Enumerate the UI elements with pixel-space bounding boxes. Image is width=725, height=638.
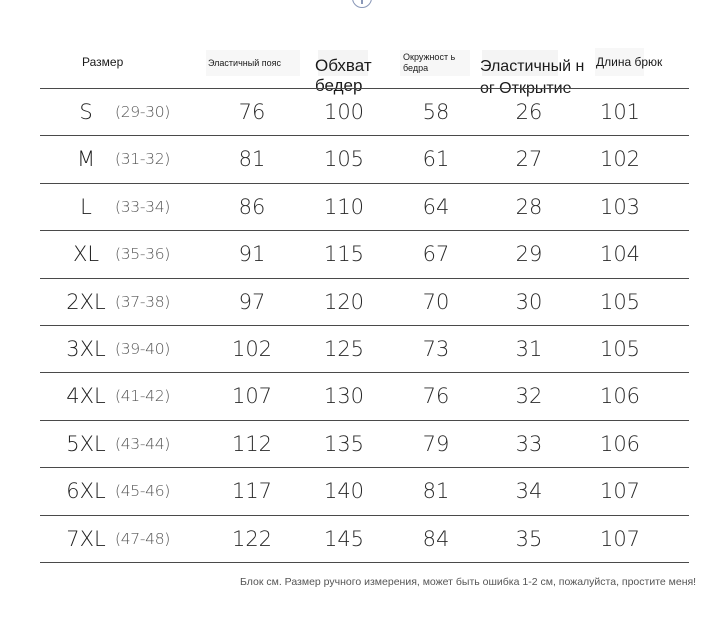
length-cell: 106	[599, 384, 641, 409]
header-leg-opening: Эластичный н ог Открытие	[480, 58, 585, 97]
length-cell: 106	[599, 431, 641, 456]
leg-opening-cell: 32	[515, 384, 543, 409]
range-cell: (39-40)	[115, 339, 171, 358]
waist-cell: 81	[238, 147, 266, 172]
size-table	[40, 88, 689, 563]
size-cell: 3XL	[66, 336, 106, 361]
table-row	[40, 372, 689, 419]
range-cell: (29-30)	[115, 103, 171, 121]
size-cell: S	[79, 100, 93, 124]
table-row	[40, 420, 689, 467]
leg-opening-cell: 34	[515, 479, 543, 504]
size-cell: XL	[72, 242, 100, 267]
range-cell: (35-36)	[115, 245, 171, 264]
hip-cell: 140	[323, 479, 365, 504]
thigh-cell: 84	[422, 526, 450, 551]
waist-cell: 91	[238, 242, 266, 267]
thigh-cell: 76	[422, 384, 450, 409]
size-cell: L	[80, 194, 92, 219]
leg-opening-cell: 30	[515, 289, 543, 314]
hip-cell: 145	[323, 526, 365, 551]
waist-cell: 122	[231, 526, 273, 551]
leg-opening-cell: 27	[515, 147, 543, 172]
length-cell: 107	[599, 479, 641, 504]
thigh-cell: 70	[422, 289, 450, 314]
table-row	[40, 230, 689, 277]
length-cell: 102	[599, 147, 641, 172]
header-hip: Обхват бедер	[315, 56, 372, 95]
length-cell: 104	[599, 242, 641, 267]
hip-cell: 105	[323, 147, 365, 172]
hip-cell: 115	[323, 242, 365, 267]
waist-cell: 117	[231, 479, 273, 504]
range-cell: (41-42)	[115, 387, 171, 406]
thigh-cell: 81	[422, 479, 450, 504]
range-cell: (31-32)	[115, 150, 171, 169]
leg-opening-cell: 35	[515, 526, 543, 551]
table-row	[40, 325, 689, 372]
thigh-cell: 73	[422, 336, 450, 361]
hip-cell: 125	[323, 336, 365, 361]
waist-cell: 86	[238, 194, 266, 219]
length-cell: 105	[599, 336, 641, 361]
leg-opening-cell: 31	[515, 336, 543, 361]
range-cell: (33-34)	[115, 197, 171, 216]
table-row	[40, 278, 689, 325]
range-cell: (47-48)	[115, 529, 171, 548]
length-cell: 105	[599, 289, 641, 314]
range-cell: (37-38)	[115, 292, 171, 311]
leg-opening-cell: 33	[515, 431, 543, 456]
length-cell: 103	[599, 194, 641, 219]
table-row	[40, 88, 689, 135]
thigh-cell: 64	[422, 194, 450, 219]
table-row	[40, 515, 689, 563]
waist-cell: 112	[231, 431, 273, 456]
table-row	[40, 467, 689, 514]
header-waist: Эластичный пояс	[206, 50, 300, 76]
range-cell: (45-46)	[115, 482, 171, 501]
length-cell: 101	[599, 100, 641, 124]
size-cell: 4XL	[66, 384, 106, 409]
waist-cell: 107	[231, 384, 273, 409]
info-icon	[352, 0, 372, 8]
thigh-cell: 58	[422, 100, 450, 124]
length-cell: 107	[599, 526, 641, 551]
footnote: Блок см. Размер ручного измерения, может быть ошибка 1-2 см, пожалуйста, простите меня!	[240, 576, 697, 588]
hip-cell: 120	[323, 289, 365, 314]
thigh-cell: 67	[422, 242, 450, 267]
hip-cell: 130	[323, 384, 365, 409]
waist-cell: 76	[238, 100, 266, 124]
header-thigh: Окружност ь бедра	[400, 50, 470, 76]
thigh-cell: 79	[422, 431, 450, 456]
size-cell: 2XL	[66, 289, 106, 314]
table-row	[40, 135, 689, 182]
leg-opening-cell: 26	[515, 100, 543, 124]
leg-opening-cell: 28	[515, 194, 543, 219]
range-cell: (43-44)	[115, 434, 171, 453]
hip-cell: 100	[323, 100, 365, 124]
table-row	[40, 183, 689, 230]
size-cell: 6XL	[66, 479, 106, 504]
hip-cell: 135	[323, 431, 365, 456]
header-length: Длина брюк	[595, 48, 644, 76]
size-cell: 5XL	[66, 431, 106, 456]
thigh-cell: 61	[422, 147, 450, 172]
size-cell: 7XL	[66, 526, 106, 551]
header-size: Размер	[82, 55, 124, 69]
waist-cell: 102	[231, 336, 273, 361]
waist-cell: 97	[238, 289, 266, 314]
size-cell: M	[76, 147, 96, 172]
hip-cell: 110	[323, 194, 365, 219]
leg-opening-cell: 29	[515, 242, 543, 267]
